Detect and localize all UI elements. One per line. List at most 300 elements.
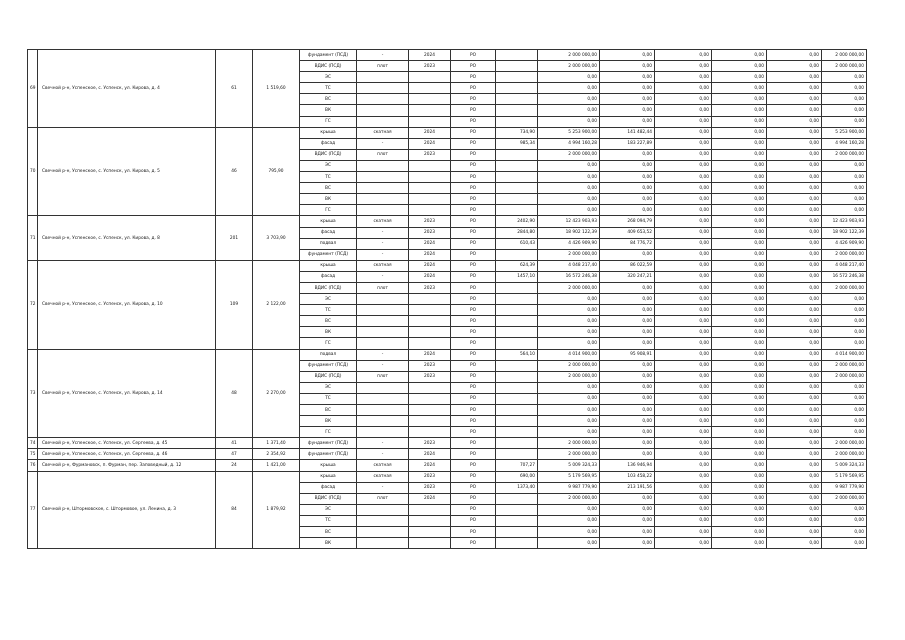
cost-cell: 0,00 (538, 105, 600, 116)
fund-federal-cell: 0,00 (655, 194, 712, 205)
cost-cell: 0,00 (538, 116, 600, 127)
fund-owners-cell: 0,00 (822, 294, 867, 305)
fund-local-cell: 0,00 (767, 338, 822, 349)
area-cell (496, 249, 538, 260)
fund-federal-cell: 0,00 (655, 249, 712, 260)
fund-federal-cell: 0,00 (655, 83, 712, 94)
cost-per-unit-cell: 0,00 (600, 538, 655, 549)
area-cell (496, 393, 538, 404)
work-type-cell: ВДИС (ПСД) (300, 282, 357, 293)
fund-federal-cell: 0,00 (655, 260, 712, 271)
fund-owners-cell: 2 000 000,00 (822, 61, 867, 72)
fund-federal-cell: 0,00 (655, 471, 712, 482)
cost-per-unit-cell: 0,00 (600, 105, 655, 116)
roof-type-cell (357, 327, 409, 338)
year-cell (409, 94, 451, 105)
cost-per-unit-cell: 0,00 (600, 382, 655, 393)
work-type-cell: ТС (300, 83, 357, 94)
year-cell (409, 116, 451, 127)
work-type-cell: ТС (300, 305, 357, 316)
cost-per-unit-cell: 0,00 (600, 449, 655, 460)
building-area: 1 879,92 (253, 471, 300, 549)
cost-cell: 0,00 (538, 160, 600, 171)
fund-owners-cell: 4 426 909,90 (822, 238, 867, 249)
roof-type-cell: плот (357, 149, 409, 160)
funding-source-cell: РО (451, 504, 496, 515)
area-cell: 610,43 (496, 238, 538, 249)
fund-owners-cell: 0,00 (822, 338, 867, 349)
work-type-cell: ЭС (300, 72, 357, 83)
funding-source-cell: РО (451, 327, 496, 338)
fund-federal-cell: 0,00 (655, 294, 712, 305)
building-address: Свечной р-н, Успенское, с. Успенск, ул. Кирова, д. 8 (38, 216, 216, 260)
fund-owners-cell: 0,00 (822, 305, 867, 316)
funding-source-cell: РО (451, 515, 496, 526)
cost-per-unit-cell: 136 946,94 (600, 460, 655, 471)
fund-owners-cell: 0,00 (822, 515, 867, 526)
area-cell (496, 427, 538, 438)
fund-federal-cell: 0,00 (655, 338, 712, 349)
apartment-count: 84 (216, 471, 253, 549)
cost-cell: 4 994 160,28 (538, 138, 600, 149)
table-row (28, 216, 867, 227)
fund-regional-cell: 0,00 (712, 260, 767, 271)
cost-per-unit-cell: 320 247,21 (600, 271, 655, 282)
fund-federal-cell: 0,00 (655, 216, 712, 227)
fund-regional-cell: 0,00 (712, 449, 767, 460)
fund-owners-cell: 0,00 (822, 327, 867, 338)
roof-type-cell: - (357, 349, 409, 360)
roof-type-cell: - (357, 227, 409, 238)
roof-type-cell: - (357, 482, 409, 493)
year-cell: 2024 (409, 238, 451, 249)
fund-local-cell: 0,00 (767, 294, 822, 305)
roof-type-cell (357, 294, 409, 305)
funding-source-cell: РО (451, 282, 496, 293)
year-cell (409, 172, 451, 183)
fund-owners-cell: 5 179 569,95 (822, 471, 867, 482)
area-cell (496, 172, 538, 183)
building-address: Свечной р-н, Штормовское, с. Штормовое, ул. Ленина, д. 3 (38, 471, 216, 549)
funding-source-cell: РО (451, 194, 496, 205)
fund-local-cell: 0,00 (767, 416, 822, 427)
fund-regional-cell: 0,00 (712, 371, 767, 382)
area-cell (496, 416, 538, 427)
fund-regional-cell: 0,00 (712, 116, 767, 127)
cost-cell: 2 000 000,00 (538, 360, 600, 371)
roof-type-cell (357, 316, 409, 327)
cost-per-unit-cell: 86 022,59 (600, 260, 655, 271)
funding-source-cell: РО (451, 127, 496, 138)
fund-regional-cell: 0,00 (712, 72, 767, 83)
fund-regional-cell: 0,00 (712, 149, 767, 160)
year-cell (409, 83, 451, 94)
year-cell: 2023 (409, 282, 451, 293)
work-type-cell: подвал (300, 349, 357, 360)
cost-per-unit-cell: 0,00 (600, 504, 655, 515)
year-cell (409, 405, 451, 416)
fund-regional-cell: 0,00 (712, 105, 767, 116)
area-cell (496, 194, 538, 205)
year-cell (409, 72, 451, 83)
roof-type-cell: плот (357, 371, 409, 382)
fund-federal-cell: 0,00 (655, 538, 712, 549)
work-type-cell: фундамент (ПСД) (300, 449, 357, 460)
funding-source-cell: РО (451, 83, 496, 94)
cost-per-unit-cell: 0,00 (600, 338, 655, 349)
work-type-cell: фасад (300, 271, 357, 282)
cost-cell: 2 000 000,00 (538, 149, 600, 160)
work-type-cell: ГС (300, 427, 357, 438)
year-cell (409, 538, 451, 549)
roof-type-cell: плот (357, 61, 409, 72)
fund-regional-cell: 0,00 (712, 316, 767, 327)
area-cell: 1373,40 (496, 482, 538, 493)
funding-source-cell: РО (451, 316, 496, 327)
fund-owners-cell: 18 902 122,39 (822, 227, 867, 238)
funding-source-cell: РО (451, 294, 496, 305)
work-type-cell: ЭС (300, 294, 357, 305)
year-cell (409, 105, 451, 116)
roof-type-cell (357, 515, 409, 526)
cost-per-unit-cell: 183 227,89 (600, 138, 655, 149)
funding-source-cell: РО (451, 405, 496, 416)
fund-federal-cell: 0,00 (655, 305, 712, 316)
roof-type-cell (357, 382, 409, 393)
fund-owners-cell: 5 009 324,33 (822, 460, 867, 471)
fund-owners-cell: 0,00 (822, 116, 867, 127)
roof-type-cell (357, 83, 409, 94)
fund-owners-cell: 2 000 000,00 (822, 50, 867, 61)
funding-source-cell: РО (451, 338, 496, 349)
work-type-cell: ВС (300, 405, 357, 416)
area-cell (496, 449, 538, 460)
area-cell: 2844,80 (496, 227, 538, 238)
fund-owners-cell: 0,00 (822, 527, 867, 538)
cost-cell: 2 000 000,00 (538, 50, 600, 61)
building-area: 1 371,40 (253, 438, 300, 449)
year-cell: 2023 (409, 482, 451, 493)
year-cell (409, 515, 451, 526)
fund-owners-cell: 4 048 217,40 (822, 260, 867, 271)
building-area: 1 421,00 (253, 460, 300, 471)
year-cell: 2024 (409, 50, 451, 61)
year-cell (409, 305, 451, 316)
fund-owners-cell: 2 000 000,00 (822, 493, 867, 504)
fund-local-cell: 0,00 (767, 282, 822, 293)
fund-regional-cell: 0,00 (712, 305, 767, 316)
roof-type-cell: скатная (357, 471, 409, 482)
cost-cell: 0,00 (538, 316, 600, 327)
work-type-cell: фасад (300, 138, 357, 149)
cost-per-unit-cell: 103 458,22 (600, 471, 655, 482)
fund-regional-cell: 0,00 (712, 349, 767, 360)
year-cell: 2023 (409, 471, 451, 482)
funding-source-cell: РО (451, 271, 496, 282)
area-cell (496, 183, 538, 194)
roof-type-cell (357, 305, 409, 316)
fund-regional-cell: 0,00 (712, 527, 767, 538)
fund-regional-cell: 0,00 (712, 271, 767, 282)
year-cell (409, 382, 451, 393)
area-cell (496, 527, 538, 538)
year-cell: 2023 (409, 227, 451, 238)
fund-owners-cell: 0,00 (822, 172, 867, 183)
cost-per-unit-cell: 0,00 (600, 438, 655, 449)
apartment-count: 48 (216, 349, 253, 438)
roof-type-cell: скатная (357, 216, 409, 227)
cost-cell: 0,00 (538, 205, 600, 216)
cost-cell: 16 572 246,38 (538, 271, 600, 282)
cost-per-unit-cell: 0,00 (600, 172, 655, 183)
work-type-cell: ВК (300, 538, 357, 549)
area-cell (496, 382, 538, 393)
year-cell (409, 183, 451, 194)
area-cell (496, 105, 538, 116)
cost-cell: 2 000 000,00 (538, 449, 600, 460)
cost-per-unit-cell: 0,00 (600, 50, 655, 61)
area-cell (496, 316, 538, 327)
cost-cell: 0,00 (538, 427, 600, 438)
roof-type-cell (357, 105, 409, 116)
fund-local-cell: 0,00 (767, 482, 822, 493)
fund-federal-cell: 0,00 (655, 183, 712, 194)
fund-federal-cell: 0,00 (655, 515, 712, 526)
cost-cell: 0,00 (538, 527, 600, 538)
area-cell (496, 83, 538, 94)
cost-per-unit-cell: 0,00 (600, 83, 655, 94)
fund-federal-cell: 0,00 (655, 149, 712, 160)
cost-cell: 0,00 (538, 305, 600, 316)
cost-per-unit-cell: 0,00 (600, 493, 655, 504)
fund-federal-cell: 0,00 (655, 282, 712, 293)
roof-type-cell (357, 527, 409, 538)
fund-owners-cell: 0,00 (822, 194, 867, 205)
fund-owners-cell: 0,00 (822, 504, 867, 515)
year-cell: 2024 (409, 249, 451, 260)
cost-per-unit-cell: 0,00 (600, 294, 655, 305)
work-type-cell: ЭС (300, 382, 357, 393)
funding-source-cell: РО (451, 305, 496, 316)
table-row (28, 438, 867, 449)
fund-regional-cell: 0,00 (712, 172, 767, 183)
cost-per-unit-cell: 0,00 (600, 72, 655, 83)
cost-per-unit-cell: 0,00 (600, 116, 655, 127)
work-type-cell: крыша (300, 127, 357, 138)
fund-local-cell: 0,00 (767, 238, 822, 249)
building-address: Свечной р-н, Успенское, с. Успенск, ул. Сергеева, д. 45 (38, 438, 216, 449)
fund-owners-cell: 2 000 000,00 (822, 449, 867, 460)
fund-regional-cell: 0,00 (712, 438, 767, 449)
roof-type-cell (357, 416, 409, 427)
area-cell (496, 515, 538, 526)
funding-source-cell: РО (451, 138, 496, 149)
area-cell: 707,27 (496, 460, 538, 471)
year-cell: 2023 (409, 360, 451, 371)
fund-regional-cell: 0,00 (712, 393, 767, 404)
fund-local-cell: 0,00 (767, 371, 822, 382)
roof-type-cell: - (357, 138, 409, 149)
cost-cell: 0,00 (538, 515, 600, 526)
year-cell (409, 393, 451, 404)
table-row (28, 50, 867, 61)
work-type-cell: ВДИС (ПСД) (300, 493, 357, 504)
cost-per-unit-cell: 0,00 (600, 405, 655, 416)
area-cell (496, 149, 538, 160)
roof-type-cell (357, 393, 409, 404)
roof-type-cell (357, 172, 409, 183)
apartment-count: 47 (216, 449, 253, 460)
fund-owners-cell: 4 994 160,28 (822, 138, 867, 149)
area-cell: 1457,10 (496, 271, 538, 282)
fund-owners-cell: 12 423 903,93 (822, 216, 867, 227)
year-cell: 2024 (409, 260, 451, 271)
roof-type-cell (357, 116, 409, 127)
fund-local-cell: 0,00 (767, 438, 822, 449)
fund-federal-cell: 0,00 (655, 382, 712, 393)
area-cell (496, 205, 538, 216)
fund-local-cell: 0,00 (767, 360, 822, 371)
area-cell (496, 116, 538, 127)
fund-federal-cell: 0,00 (655, 316, 712, 327)
roof-type-cell: плот (357, 282, 409, 293)
fund-federal-cell: 0,00 (655, 116, 712, 127)
building-area: 2 354,92 (253, 449, 300, 460)
fund-local-cell: 0,00 (767, 160, 822, 171)
cost-per-unit-cell: 0,00 (600, 149, 655, 160)
fund-local-cell: 0,00 (767, 127, 822, 138)
area-cell (496, 504, 538, 515)
cost-per-unit-cell: 0,00 (600, 282, 655, 293)
funding-source-cell: РО (451, 260, 496, 271)
fund-owners-cell: 2 000 000,00 (822, 249, 867, 260)
cost-per-unit-cell: 0,00 (600, 316, 655, 327)
work-type-cell: ВС (300, 316, 357, 327)
fund-regional-cell: 0,00 (712, 427, 767, 438)
area-cell (496, 327, 538, 338)
fund-local-cell: 0,00 (767, 227, 822, 238)
funding-source-cell: РО (451, 460, 496, 471)
fund-owners-cell: 0,00 (822, 427, 867, 438)
table-row (28, 127, 867, 138)
fund-regional-cell: 0,00 (712, 360, 767, 371)
fund-local-cell: 0,00 (767, 260, 822, 271)
fund-regional-cell: 0,00 (712, 282, 767, 293)
fund-federal-cell: 0,00 (655, 527, 712, 538)
cost-per-unit-cell: 0,00 (600, 416, 655, 427)
fund-owners-cell: 0,00 (822, 105, 867, 116)
apartment-count: 109 (216, 260, 253, 349)
cost-cell: 4 048 217,40 (538, 260, 600, 271)
fund-regional-cell: 0,00 (712, 294, 767, 305)
fund-owners-cell: 0,00 (822, 393, 867, 404)
cost-per-unit-cell: 0,00 (600, 249, 655, 260)
work-type-cell: ВК (300, 105, 357, 116)
work-type-cell: ТС (300, 172, 357, 183)
year-cell (409, 527, 451, 538)
fund-regional-cell: 0,00 (712, 327, 767, 338)
fund-local-cell: 0,00 (767, 72, 822, 83)
building-address: Свечной р-н, Успенское, с. Успенск, ул. Кирова, д. 10 (38, 260, 216, 349)
fund-regional-cell: 0,00 (712, 183, 767, 194)
work-type-cell: ВС (300, 183, 357, 194)
row-number: 69 (28, 50, 38, 128)
fund-owners-cell: 0,00 (822, 183, 867, 194)
cost-per-unit-cell: 0,00 (600, 360, 655, 371)
cost-cell: 5 253 900,00 (538, 127, 600, 138)
cost-cell: 4 426 909,90 (538, 238, 600, 249)
cost-cell: 9 987 779,90 (538, 482, 600, 493)
year-cell (409, 316, 451, 327)
cost-cell: 5 179 569,95 (538, 471, 600, 482)
fund-local-cell: 0,00 (767, 50, 822, 61)
fund-owners-cell: 2 000 000,00 (822, 438, 867, 449)
cost-cell: 2 000 000,00 (538, 249, 600, 260)
cost-per-unit-cell: 141 482,44 (600, 127, 655, 138)
area-cell: 734,90 (496, 127, 538, 138)
fund-regional-cell: 0,00 (712, 205, 767, 216)
fund-federal-cell: 0,00 (655, 482, 712, 493)
building-area: 1 519,60 (253, 50, 300, 128)
fund-regional-cell: 0,00 (712, 138, 767, 149)
fund-regional-cell: 0,00 (712, 493, 767, 504)
roof-type-cell: - (357, 50, 409, 61)
roof-type-cell (357, 504, 409, 515)
funding-source-cell: РО (451, 72, 496, 83)
funding-source-cell: РО (451, 172, 496, 183)
roof-type-cell: - (357, 249, 409, 260)
apartment-count: 201 (216, 216, 253, 260)
cost-cell: 2 000 000,00 (538, 493, 600, 504)
building-area: 2 270,00 (253, 349, 300, 438)
row-number: 72 (28, 260, 38, 349)
area-cell (496, 360, 538, 371)
fund-federal-cell: 0,00 (655, 438, 712, 449)
row-number: 70 (28, 127, 38, 216)
roof-type-cell (357, 160, 409, 171)
cost-cell: 0,00 (538, 172, 600, 183)
roof-type-cell (357, 338, 409, 349)
fund-federal-cell: 0,00 (655, 205, 712, 216)
work-type-cell: крыша (300, 460, 357, 471)
row-number: 74 (28, 438, 38, 449)
fund-owners-cell: 0,00 (822, 72, 867, 83)
work-type-cell: ВК (300, 194, 357, 205)
fund-federal-cell: 0,00 (655, 127, 712, 138)
area-cell: 624,39 (496, 260, 538, 271)
fund-regional-cell: 0,00 (712, 538, 767, 549)
cost-per-unit-cell: 0,00 (600, 515, 655, 526)
roof-type-cell (357, 94, 409, 105)
area-cell: 2402,90 (496, 216, 538, 227)
fund-federal-cell: 0,00 (655, 504, 712, 515)
fund-federal-cell: 0,00 (655, 160, 712, 171)
row-number: 77 (28, 471, 38, 549)
building-area: 3 703,90 (253, 216, 300, 260)
fund-regional-cell: 0,00 (712, 83, 767, 94)
cost-cell: 2 000 000,00 (538, 438, 600, 449)
year-cell: 2024 (409, 271, 451, 282)
fund-owners-cell: 2 000 000,00 (822, 149, 867, 160)
funding-source-cell: РО (451, 216, 496, 227)
fund-regional-cell: 0,00 (712, 127, 767, 138)
fund-federal-cell: 0,00 (655, 327, 712, 338)
funding-source-cell: РО (451, 438, 496, 449)
cost-cell: 0,00 (538, 382, 600, 393)
fund-regional-cell: 0,00 (712, 238, 767, 249)
row-number: 76 (28, 460, 38, 471)
table-row (28, 471, 867, 482)
